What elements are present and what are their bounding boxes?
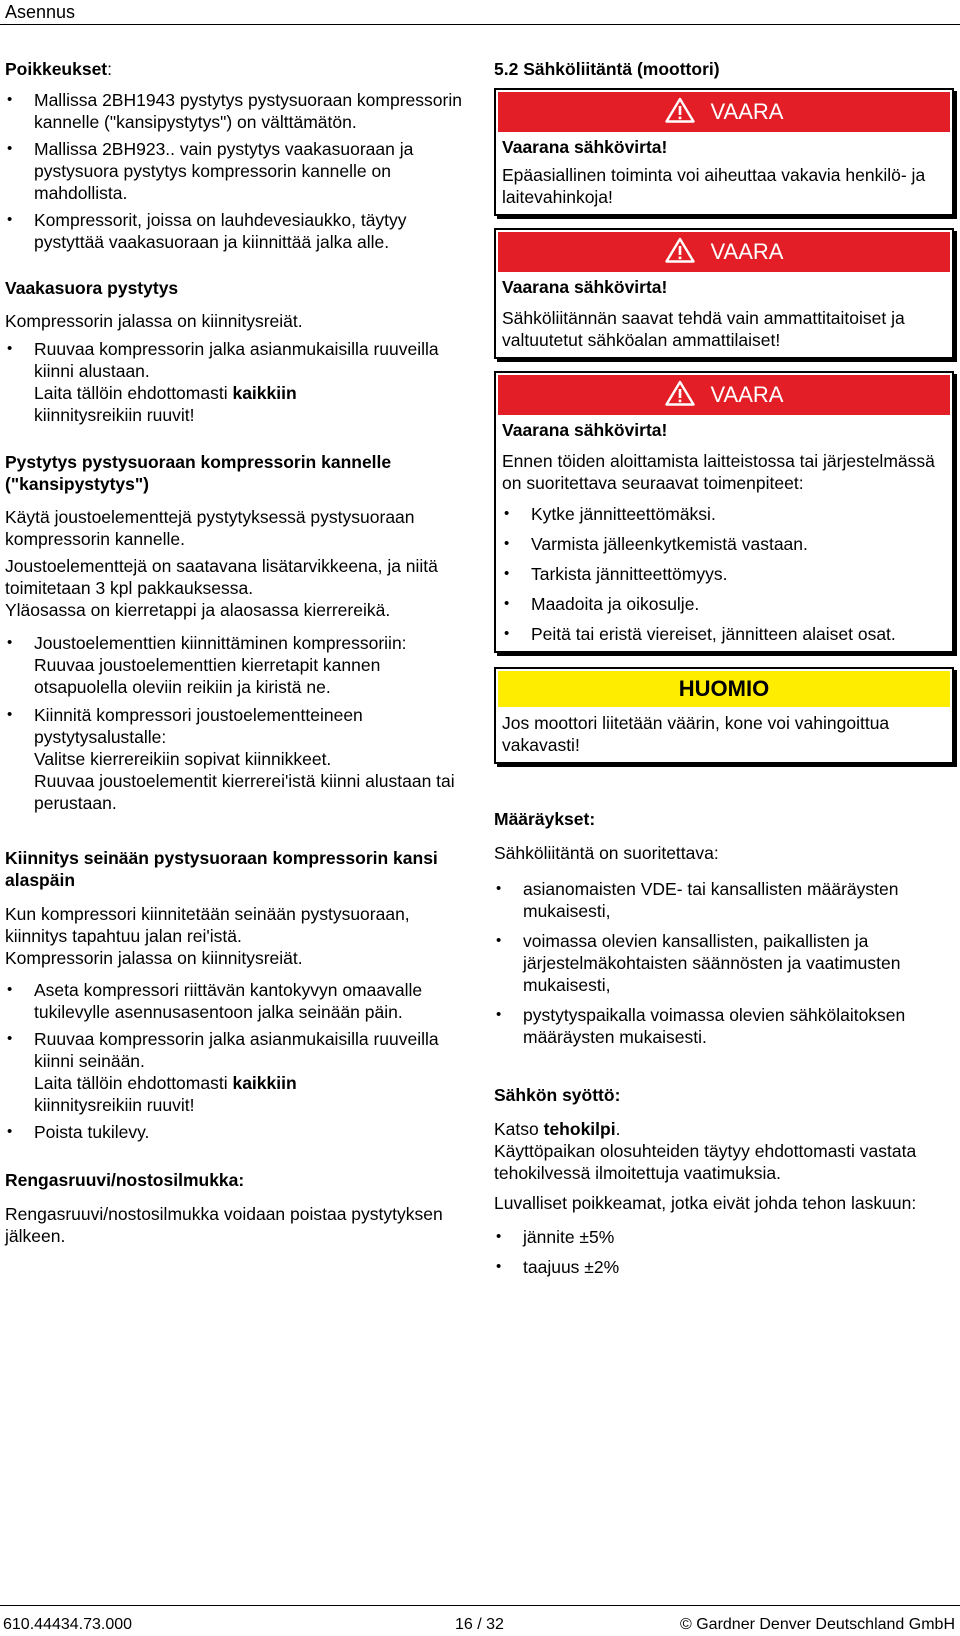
danger-text: Epäasiallinen toiminta voi aiheuttaa vakavia henkilö- ja laitevahinkoja!: [502, 165, 926, 207]
regulations-heading: Määräykset:: [494, 809, 596, 829]
list-item: • voimassa olevien kansallisten, paikallisten ja järjestelmäkohtaisten säännösten ja vaatimusten mukaisesti,: [494, 930, 954, 996]
vertical-list: [5, 632, 465, 814]
vertical-p2: Joustoelementtejä on saatavana lisätarvikkeena, ja niitä toimitetaan 3 kpl pakkauksessa.: [5, 556, 438, 598]
wall-p1: Kun kompressori kiinnitetään seinään pystysuoraan, kiinnitys tapahtuu jalan rei'istä.: [5, 904, 410, 946]
right-column: [494, 58, 954, 1278]
supply-requirements: Käyttöpaikan olosuhteiden täytyy ehdottomasti vastata tehokilvessä ilmoitettuja vaatimuksia.: [494, 1141, 917, 1183]
wall-p2: Kompressorin jalassa on kiinnitysreiät.: [5, 948, 303, 968]
doc-number: 610.44434.73.000: [3, 1616, 133, 1633]
header-title: Asennus: [5, 2, 76, 22]
list-item: • Tarkista jännitteettömyys.: [502, 563, 946, 585]
notice-body: [496, 707, 952, 762]
left-column: [5, 58, 465, 1247]
page-header: [0, 0, 960, 25]
vertical-p1: Käytä joustoelementtejä pystytyksessä pystysuoraan kompressorin kannelle.: [5, 507, 415, 549]
danger-box: [494, 88, 954, 216]
eyebolt-paragraph: Rengasruuvi/nostosilmukka voidaan poistaa pystytyksen jälkeen.: [5, 1204, 443, 1246]
danger-box: [494, 228, 954, 359]
vertical-heading: Pystytys pystysuoraan kompressorin kannelle ("kansipystytys"): [5, 452, 392, 494]
warning-triangle-icon: [665, 380, 695, 406]
list-item: • Poista tukilevy.: [5, 1121, 465, 1143]
danger-text: Ennen töiden aloittamista laitteistossa tai järjestelmässä on suoritettava seuraavat toimenpiteet:: [502, 451, 935, 493]
list-item: • Kompressorit, joissa on lauhdevesiaukko, täytyy pystyttää vaakasuoraan ja kiinnittää jalka alle.: [5, 209, 465, 253]
notice-text: Jos moottori liitetään väärin, kone voi vahingoittua vakavasti!: [502, 713, 890, 755]
list-item: • Aseta kompressori riittävän kantokyvyn omaavalle tukilevylle asennusasentoon jalka seinään päin.: [5, 979, 465, 1023]
regulations-list: [494, 878, 954, 1048]
danger-label: VAARA: [710, 99, 784, 124]
danger-text: Sähköliitännän saavat tehdä vain ammattitaitoiset ja valtuutetut sähköalan ammattilaiset!: [502, 308, 905, 350]
wall-list: [5, 979, 465, 1143]
page-number: 16 / 32: [455, 1616, 504, 1633]
copyright: © Gardner Denver Deutschland GmbH: [679, 1616, 955, 1633]
list-item: • Ruuvaa kompressorin jalka asianmukaisilla ruuveilla kiinni alustaan. Laita tällöin ehdottomasti kaikkiin kiinnitysreikiin ruuvit!: [5, 338, 465, 426]
list-item: • Mallissa 2BH1943 pystytys pystysuoraan kompressorin kannelle ("kansipystytys") on välttämätön.: [5, 89, 465, 133]
list-item: • Joustoelementtien kiinnittäminen kompressoriin: Ruuvaa joustoelementtien kierretapit kannen otsapuolella oleviin reikiin ja kiristä ne.: [5, 632, 465, 698]
horizontal-intro: Kompressorin jalassa on kiinnitysreiät.: [5, 311, 303, 331]
horizontal-heading: Vaakasuora pystytys: [5, 278, 179, 298]
list-item: • Maadoita ja oikosulje.: [502, 593, 946, 615]
danger-body: [496, 415, 952, 651]
danger-subtitle: Vaarana sähkövirta!: [502, 277, 668, 297]
list-item: • jännite ±5%: [494, 1226, 954, 1248]
list-item: • Peitä tai eristä viereiset, jännitteen alaiset osat.: [502, 623, 946, 645]
supply-heading: Sähkön syöttö:: [494, 1085, 621, 1105]
warning-triangle-icon: [665, 237, 695, 263]
horizontal-list: [5, 338, 465, 426]
regulations-intro: Sähköliitäntä on suoritettava:: [494, 843, 719, 863]
section-title: 5.2 Sähköliitäntä (moottori): [494, 59, 720, 79]
exceptions-list: [5, 89, 465, 253]
precaution-list: [502, 503, 946, 645]
danger-label: VAARA: [710, 382, 784, 407]
eyebolt-heading: Rengasruuvi/nostosilmukka:: [5, 1170, 245, 1190]
list-item: • pystytyspaikalla voimassa olevien sähkölaitoksen määräysten mukaisesti.: [494, 1004, 954, 1048]
notice-banner: HUOMIO: [498, 671, 950, 707]
vertical-p3: Yläosassa on kierretappi ja alaosassa kierrereikä.: [5, 600, 391, 620]
supply-list: [494, 1226, 954, 1278]
list-item: • Kiinnitä kompressori joustoelementteineen pystytysalustalle: Valitse kierrereikiin sopivat kiinnikkeet. Ruuvaa joustoelementit kierrerei'istä kiinni alustaan tai perustaan.: [5, 704, 465, 814]
page-footer: [0, 1605, 960, 1631]
danger-banner: [498, 232, 950, 272]
list-item: • Kytke jännitteettömäksi.: [502, 503, 946, 525]
list-item: • taajuus ±2%: [494, 1256, 954, 1278]
notice-box: [494, 667, 954, 764]
danger-box: [494, 371, 954, 653]
danger-banner: [498, 92, 950, 132]
list-item: • Ruuvaa kompressorin jalka asianmukaisilla ruuveilla kiinni seinään. Laita tällöin ehdottomasti kaikkiin kiinnitysreikiin ruuvit!: [5, 1028, 465, 1116]
danger-subtitle: Vaarana sähkövirta!: [502, 420, 668, 440]
list-item: • Varmista jälleenkytkemistä vastaan.: [502, 533, 946, 555]
danger-body: [496, 132, 952, 214]
supply-deviations: Luvalliset poikkeamat, jotka eivät johda tehon laskuun:: [494, 1193, 917, 1213]
warning-triangle-icon: [665, 97, 695, 123]
danger-label: VAARA: [710, 239, 784, 264]
wall-heading: Kiinnitys seinään pystysuoraan kompressorin kansi alaspäin: [5, 848, 438, 890]
danger-banner: [498, 375, 950, 415]
supply-see: Katso tehokilpi.: [494, 1119, 621, 1139]
list-item: • asianomaisten VDE- tai kansallisten määräysten mukaisesti,: [494, 878, 954, 922]
danger-subtitle: Vaarana sähkövirta!: [502, 137, 668, 157]
danger-body: [496, 272, 952, 357]
exceptions-heading: Poikkeukset:: [5, 59, 113, 79]
list-item: • Mallissa 2BH923.. vain pystytys vaakasuoraan ja pystysuora pystytys kompressorin kannelle on mahdollista.: [5, 138, 465, 204]
